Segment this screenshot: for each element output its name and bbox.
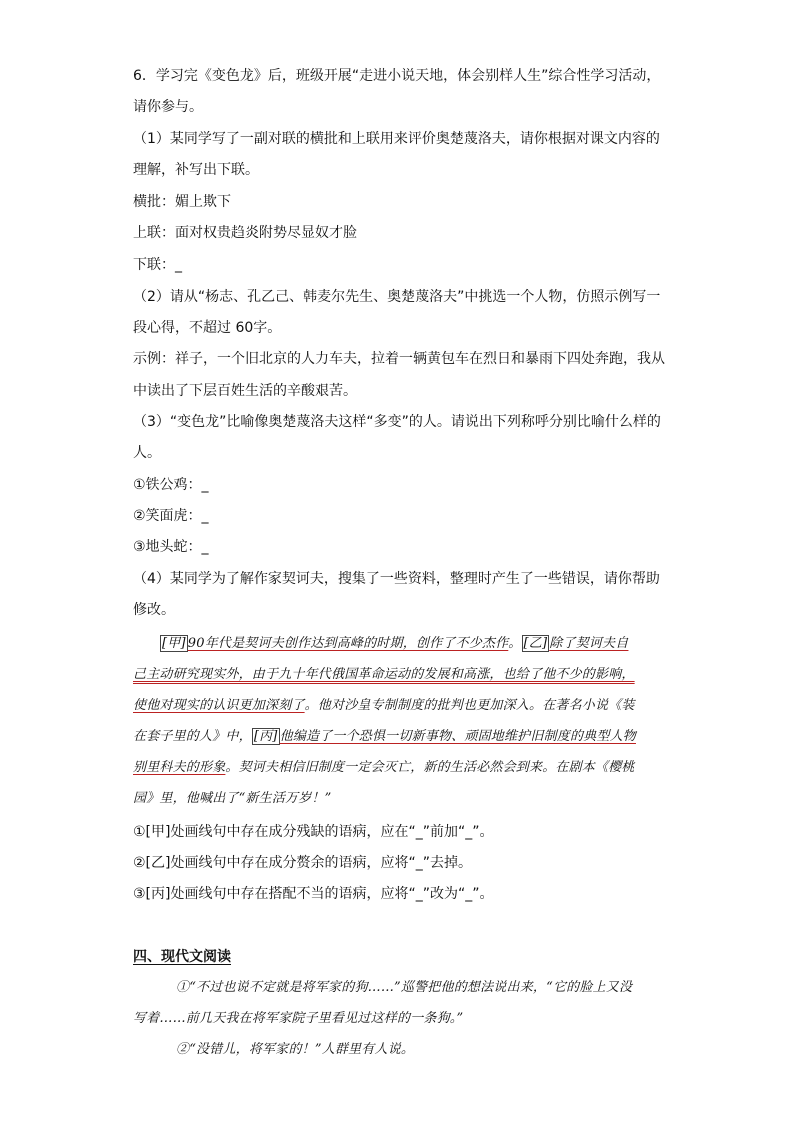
fix-item-3: ③[丙]处画线句中存在搭配不当的语病，应将“_”改为“_”。 [133,886,494,902]
sentence-bing-end: 别里科夫的形象 [133,760,226,775]
sentence-yi-middle: 己主动研究现实外，由于九十年代俄国革命运动的发展和高涨，也给了他不少的影响， [133,667,635,682]
q6-intro-line-1: 6．学习完《变色龙》后，班级开展“走进小说天地，体会别样人生”综合性学习活动， [133,68,661,84]
reading-para-2: ②“没错儿，将军家的！”人群里有人说。 [176,1042,415,1057]
passage-line-1 [160,634,628,654]
q6-part4-line-2: 修改。 [133,602,175,618]
passage-text: 。他对沙皇专制制度的批判也更加深入。在著名小说《装 [304,698,635,713]
couplet-hengpi: 横批：媚上欺下 [133,194,231,210]
passage-line-4 [133,727,636,747]
example-line-1: 示例：祥子，一个旧北京的人力车夫，拉着一辆黄包车在烈日和暴雨下四处奔跑，我从 [133,351,665,367]
punct: 。 [508,636,522,651]
passage-text: 在套子里的人》中， [133,729,252,744]
metaphor-item-2: ②笑面虎：_ [133,508,209,524]
fix-item-1: ①[甲]处画线句中存在成分残缺的语病，应在“_”前加“_”。 [133,824,494,840]
q6-intro-line-2: 请你参与。 [133,99,203,115]
couplet-xialian: 下联：_ [133,257,182,273]
tag-jia: [甲] [162,636,186,651]
q6-part2-line-2: 段心得，不超过 60字。 [133,320,282,336]
sentence-yi-end: 使他对现实的认识更加深刻了 [133,698,305,713]
q6-part1-line-2: 理解，补写出下联。 [133,162,259,178]
passage-line-3 [133,696,635,716]
reading-para-1-line-1: ①“不过也说不定就是将军家的狗……”巡警把他的想法说出来，“它的脸上又没 [176,980,633,995]
sentence-jia: 90年代是契诃夫创作达到高峰的时期，创作了不少杰作 [187,636,509,651]
q6-part4-line-1: （4）某同学为了解作家契诃夫，搜集了一些资料，整理时产生了一些错误，请你帮助 [133,571,660,587]
reading-para-1-line-2: 写着……前几天我在将军家院子里看见过这样的一条狗。” [133,1011,464,1026]
passage-line-2 [133,665,635,685]
metaphor-item-3: ③地头蛇：_ [133,539,209,555]
example-line-2: 中读出了下层百姓生活的辛酸艰苦。 [133,383,357,399]
couplet-shanglian: 上联：面对权贵趋炎附势尽显奴才脸 [133,225,357,241]
q6-part3-line-1: （3）“变色龙”比喻像奥楚蔑洛夫这样“多变”的人。请说出下列称呼分别比喻什么样的 [133,414,661,430]
section-heading: 四、现代文阅读 [133,949,231,965]
q6-part3-line-2: 人。 [133,445,161,461]
q6-part1-line-1: （1）某同学写了一副对联的横批和上联用来评价奥楚蔑洛夫，请你根据对课文内容的 [133,131,660,147]
sentence-yi-start: 除了契诃夫自 [549,636,629,651]
passage-text: 。契诃夫相信旧制度一定会灭亡，新的生活必然会到来。在剧本《樱桃 [225,760,635,775]
fix-item-2: ②[乙]处画线句中存在成分赘余的语病，应将“_”去掉。 [133,855,472,871]
q6-part2-line-1: （2）请从“杨志、孔乙己、韩麦尔先生、奥楚蔑洛夫”中挑选一个人物，仿照示例写一 [133,289,661,305]
tag-bing: [丙] [253,729,278,744]
tag-yi: [乙] [523,636,548,651]
sentence-bing-start: 他编造了一个恐惧一切新事物、顽固地维护旧制度的典型人物 [279,729,636,744]
passage-line-5 [133,758,635,778]
metaphor-item-1: ①铁公鸡：_ [133,477,209,493]
passage-line-6: 园》里，他喊出了“新生活万岁！” [133,791,332,806]
